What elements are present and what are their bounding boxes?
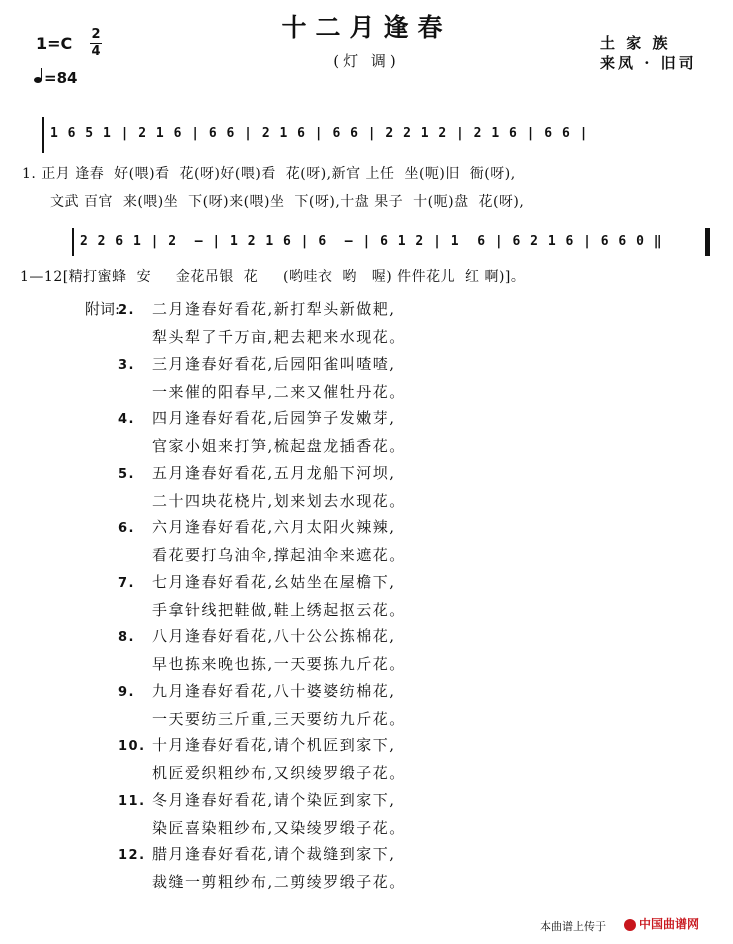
verse-text: 九月逢春好看花,八十婆婆纺棉花, — [152, 681, 396, 700]
verse-text: 三月逢春好看花,后园阳雀叫喳喳, — [152, 354, 396, 373]
time-signature-bottom: 4 — [91, 44, 101, 59]
upload-note: 本曲谱上传于 — [540, 920, 606, 933]
tempo-value: =84 — [44, 69, 78, 87]
verse-line-1 — [118, 514, 406, 542]
key-signature: 1=C — [36, 34, 73, 53]
verse-line-1 — [118, 787, 406, 815]
verse-line-2: 官家小姐来打笋,梳起盘龙插香花。 — [152, 437, 406, 455]
verse-line-2: 二十四块花桡片,划来划去水现花。 — [152, 491, 406, 510]
verse-line-1 — [118, 732, 406, 760]
verse-line-1 — [118, 296, 406, 324]
quarter-note-icon — [34, 77, 42, 83]
verse-number: 6. — [118, 521, 135, 536]
verse-line-2: 手拿针线把鞋做,鞋上绣起抠云花。 — [152, 600, 406, 619]
verse-line-1 — [118, 405, 406, 433]
verse-block — [118, 678, 406, 733]
verse-block — [118, 569, 406, 624]
verse-line-2: 机匠爱织粗纱布,又织绫罗缎子花。 — [152, 764, 406, 782]
verse-line-2: 犁头犁了千万亩,耙去耙来水现花。 — [152, 328, 406, 346]
site-logo — [624, 913, 730, 935]
verse-block — [118, 841, 406, 896]
verse-number: 12. — [118, 848, 146, 863]
verse-line-2: 裁缝一剪粗纱布,二剪绫罗缎子花。 — [152, 873, 406, 891]
verse-line-1 — [118, 623, 406, 651]
verse-line-2: 一天要纺三斤重,三天要纺九斤花。 — [152, 709, 406, 728]
verse-text: 八月逢春好看花,八十公公拣棉花, — [152, 627, 396, 645]
final-barline — [705, 228, 710, 256]
tempo-marking — [34, 69, 77, 87]
verse-number: 10. — [118, 739, 146, 754]
site-logo-text: 中国曲谱网 — [639, 917, 700, 931]
verses-label: 附词: — [85, 300, 121, 318]
score-line-2-lyrics: 1—12[精打蜜蜂 安 金花吊银 花 (哟哇衣 哟 喔) 件件花儿 红 啊)]。 — [20, 269, 526, 285]
verse-line-2: 看花要打乌油伞,撑起油伞来遮花。 — [152, 546, 406, 564]
logo-mark-icon — [624, 919, 636, 931]
verse-number: 4. — [118, 412, 135, 427]
source-location: 来凤 · 旧司 — [600, 54, 697, 72]
verse-line-2: 染匠喜染粗纱布,又染绫罗缎子花。 — [152, 818, 406, 837]
verse-text: 冬月逢春好看花,请个染匠到家下, — [152, 790, 396, 809]
verse-text: 腊月逢春好看花,请个裁缝到家下, — [152, 845, 396, 863]
verse-number: 9. — [118, 684, 135, 700]
verse-line-2: 早也拣来晚也拣,一天要拣九斤花。 — [152, 655, 406, 673]
score-line-1-lyrics-b: 文武 百官 来(喂)坐 下(呀)来(喂)坐 下(呀),十盘 果子 十(呃)盘 花(呀), — [50, 194, 525, 210]
verse-text: 四月逢春好看花,后园笋子发嫩芽, — [152, 409, 396, 427]
verse-block — [118, 514, 406, 569]
verse-number: 7. — [118, 575, 135, 591]
verse-block — [118, 623, 406, 678]
verse-text: 五月逢春好看花,五月龙船下河坝, — [152, 463, 396, 482]
page-title: 十二月逢春 — [281, 13, 452, 42]
score-line-2-notation: 2 2 6 1 | 2 — | 1 2 1 6 | 6 — | 6 1 2 | 1 6 | 6 2 1 6 | 6 6 0 ‖ — [80, 234, 663, 249]
verse-text: 七月逢春好看花,幺姑坐在屋檐下, — [152, 572, 396, 591]
start-barline — [42, 117, 44, 153]
time-signature-top: 2 — [91, 27, 101, 42]
verse-text: 二月逢春好看花,新打犁头新做耙, — [152, 300, 396, 318]
verse-line-2: 一来催的阳春早,二来又催牡丹花。 — [152, 382, 406, 401]
score-line-1-lyrics-a: 1. 正月 逢春 好(喂)看 花(呀)好(喂)看 花(呀),新官 上任 坐(呃)旧 衙(呀), — [22, 166, 516, 182]
verse-text: 十月逢春好看花,请个机匠到家下, — [152, 736, 396, 754]
verse-line-1 — [118, 841, 406, 869]
verse-block — [118, 405, 406, 460]
line-2-start-barline — [72, 228, 74, 256]
score-line-1-notation: 1 6 5 1 | 2 1 6 | 6 6 | 2 1 6 | 6 6 | 2 2 1 2 | 2 1 6 | 6 6 | — [50, 126, 589, 141]
verse-block — [118, 351, 406, 406]
ethnicity: 土 家 族 — [600, 34, 671, 52]
verse-block — [118, 732, 406, 787]
verse-number: 3. — [118, 357, 135, 373]
page-subtitle: (灯 调) — [333, 52, 400, 70]
verse-block — [118, 787, 406, 842]
verse-line-1 — [118, 569, 406, 597]
verse-line-1 — [118, 678, 406, 706]
time-signature — [89, 27, 103, 60]
verse-number: 11. — [118, 793, 146, 809]
verse-number: 8. — [118, 630, 135, 645]
verse-text: 六月逢春好看花,六月太阳火辣辣, — [152, 518, 396, 536]
verse-line-1 — [118, 460, 406, 488]
verse-number: 2. — [118, 303, 135, 318]
song-origin — [600, 33, 697, 73]
verse-block — [118, 296, 406, 351]
verse-block — [118, 460, 406, 515]
verse-number: 5. — [118, 466, 135, 482]
verse-line-1 — [118, 351, 406, 379]
